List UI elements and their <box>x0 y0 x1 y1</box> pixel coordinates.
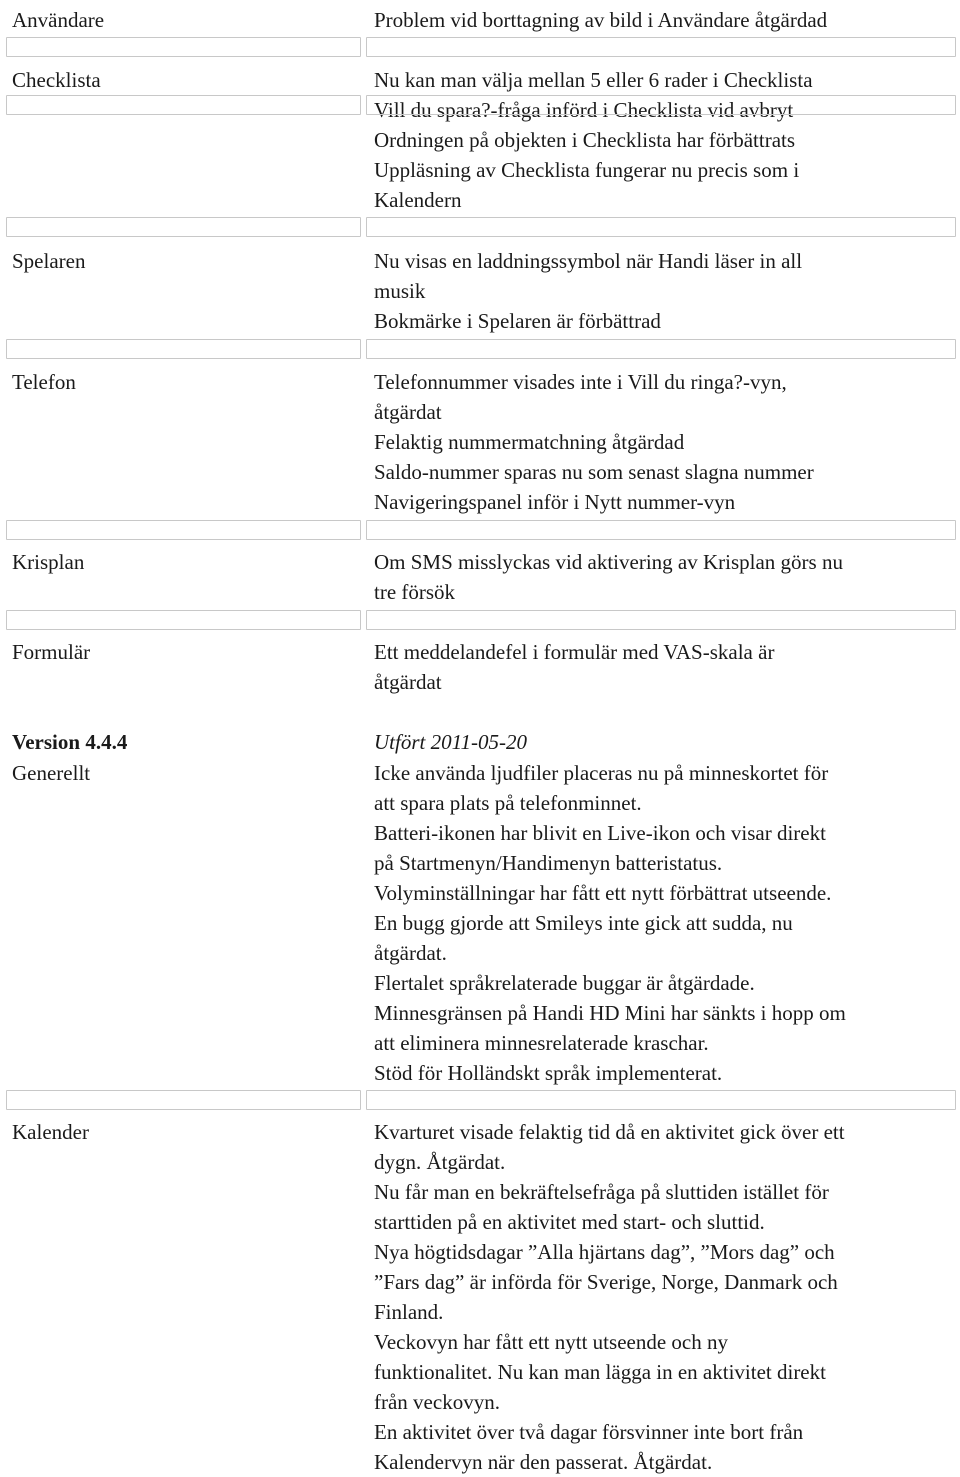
note-line: Nya högtidsdagar ”Alla hjärtans dag”, ”Mors dag” och <box>374 1240 835 1264</box>
note-line: ”Fars dag” är införda för Sverige, Norge, Danmark och <box>374 1270 838 1294</box>
note-line: Kalendern <box>374 188 462 212</box>
note-line: Stöd för Holländskt språk implementerat. <box>374 1061 723 1085</box>
note-line: funktionalitet. Nu kan man lägga in en aktivitet direkt <box>374 1360 826 1384</box>
row-separator <box>366 610 956 630</box>
category-label: Formulär <box>12 640 91 664</box>
section-notes <box>374 547 949 607</box>
row-separator <box>366 1090 956 1110</box>
note-line: Kvarturet visade felaktig tid då en aktivitet gick över ett <box>374 1120 845 1144</box>
note-line: åtgärdat <box>374 670 442 694</box>
row-separator <box>366 37 956 57</box>
note-line: Vill du spara?-fråga införd i Checklista vid avbryt <box>374 98 794 122</box>
note-line: Volyminställningar har fått ett nytt förbättrat utseende. <box>374 881 832 905</box>
version-date: Utfört 2011-05-20 <box>374 730 528 754</box>
note-line: Veckovyn har fått ett nytt utseende och ny <box>374 1330 728 1354</box>
note-line: En aktivitet över två dagar försvinner inte bort från <box>374 1420 804 1444</box>
note-line: Kalendervyn när den passerat. Åtgärdat. <box>374 1450 713 1474</box>
note-line: Uppläsning av Checklista fungerar nu precis som i <box>374 158 800 182</box>
row-separator <box>6 95 361 115</box>
note-line: starttiden på en aktivitet med start- och sluttid. <box>374 1210 765 1234</box>
note-line: Nu visas en laddningssymbol när Handi läser in all <box>374 249 803 273</box>
row-separator <box>366 217 956 237</box>
category-label: Telefon <box>12 370 76 394</box>
note-line: att eliminera minnesrelaterade kraschar. <box>374 1031 709 1055</box>
note-line: Bokmärke i Spelaren är förbättrad <box>374 309 661 333</box>
section-notes <box>374 637 949 697</box>
note-line: En bugg gjorde att Smileys inte gick att sudda, nu <box>374 911 793 935</box>
note-line: Ordningen på objekten i Checklista har förbättrats <box>374 128 796 152</box>
note-line: Icke använda ljudfiler placeras nu på minneskortet för <box>374 761 829 785</box>
category-label: Kalender <box>12 1120 89 1144</box>
row-separator <box>366 520 956 540</box>
row-separator <box>6 339 361 359</box>
note-line: Finland. <box>374 1300 444 1324</box>
note-line: att spara plats på telefonminnet. <box>374 791 642 815</box>
version-label: Version 4.4.4 <box>12 730 128 754</box>
note-line: Minnesgränsen på Handi HD Mini har sänkts i hopp om <box>374 1001 846 1025</box>
row-separator <box>6 520 361 540</box>
row-separator <box>6 1090 361 1110</box>
note-line: åtgärdat <box>374 400 442 424</box>
note-line: Ett meddelandefel i formulär med VAS-skala är <box>374 640 775 664</box>
note-line: Navigeringspanel inför i Nytt nummer-vyn <box>374 490 736 514</box>
note-line: Om SMS misslyckas vid aktivering av Krisplan görs nu <box>374 550 843 574</box>
note-line: på Startmenyn/Handimenyn batteristatus. <box>374 851 723 875</box>
note-line: Saldo-nummer sparas nu som senast slagna nummer <box>374 460 814 484</box>
row-separator <box>6 610 361 630</box>
note-line: tre försök <box>374 580 456 604</box>
section-notes <box>374 246 949 336</box>
note-line: Felaktig nummermatchning åtgärdad <box>374 430 685 454</box>
note-line: Batteri-ikonen har blivit en Live-ikon och visar direkt <box>374 821 826 845</box>
category-label: Användare <box>12 8 105 32</box>
section-notes <box>374 1117 949 1477</box>
note-line: Flertalet språkrelaterade buggar är åtgärdade. <box>374 971 755 995</box>
category-label: Checklista <box>12 68 101 92</box>
section-notes <box>374 758 949 1088</box>
note-line: Nu får man en bekräftelsefråga på sluttiden istället för <box>374 1180 829 1204</box>
category-label: Spelaren <box>12 249 86 273</box>
note-line: Telefonnummer visades inte i Vill du ringa?-vyn, <box>374 370 787 394</box>
note-line: från veckovyn. <box>374 1390 500 1414</box>
note-line: Nu kan man välja mellan 5 eller 6 rader i Checklista <box>374 68 813 92</box>
note-line: Problem vid borttagning av bild i Användare åtgärdad <box>374 8 828 32</box>
section-notes <box>374 5 949 35</box>
row-separator <box>6 37 361 57</box>
note-line: åtgärdat. <box>374 941 447 965</box>
section-notes <box>374 65 949 215</box>
section-notes <box>374 367 949 517</box>
note-line: dygn. Åtgärdat. <box>374 1150 506 1174</box>
note-line: musik <box>374 279 426 303</box>
row-separator <box>366 339 956 359</box>
category-label: Generellt <box>12 761 91 785</box>
category-label: Krisplan <box>12 550 85 574</box>
row-separator <box>366 95 956 115</box>
row-separator <box>6 217 361 237</box>
